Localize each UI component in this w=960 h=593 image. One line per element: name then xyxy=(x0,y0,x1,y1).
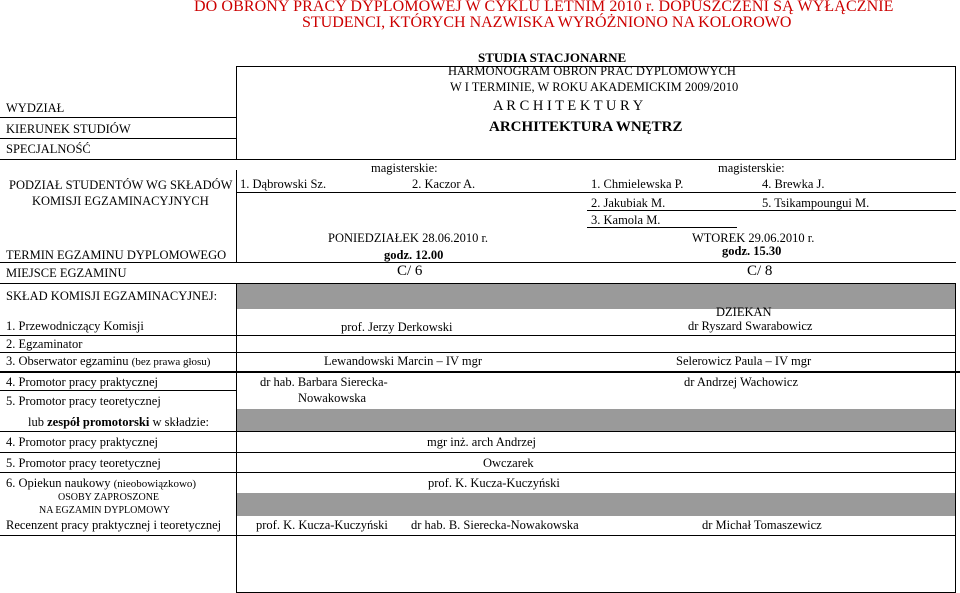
team-line-1: mgr inż. arch Andrzej xyxy=(427,435,536,449)
header-left-border xyxy=(236,66,237,160)
label-przewodniczacy: 1. Przewodniczący Komisji xyxy=(6,319,144,333)
label-obserwator xyxy=(6,354,210,369)
header-wydzial-value: A R C H I T E K T U R Y xyxy=(493,98,644,114)
left-student-2: 2. Kaczor A. xyxy=(412,177,476,191)
rule xyxy=(236,192,956,193)
rule xyxy=(236,170,237,262)
rule xyxy=(0,371,960,373)
label-lub-text: lub xyxy=(28,415,44,429)
left-promotor-1: dr hab. Barbara Sierecka- xyxy=(260,375,388,389)
label-obserwator-note: (bez prawa głosu) xyxy=(131,356,211,368)
label-wydzial: WYDZIAŁ xyxy=(6,101,65,115)
label-w-skladzie: w składzie: xyxy=(152,415,210,429)
rule xyxy=(0,352,956,353)
label-kierunek: KIERUNEK STUDIÓW xyxy=(6,122,131,136)
gray-band xyxy=(236,284,956,309)
left-group-title: magisterskie: xyxy=(371,161,438,175)
right-chair: dr Ryszard Swarabowicz xyxy=(688,319,813,333)
label-promotor-prakt: 4. Promotor pracy praktycznej xyxy=(6,375,159,389)
rule xyxy=(0,117,236,118)
label-promotor-teor: 5. Promotor pracy teoretycznej xyxy=(6,394,161,408)
left-room: C/ 6 xyxy=(397,263,423,279)
left-opiekun: prof. K. Kucza-Kuczyński xyxy=(428,476,560,490)
label-osoby-1: OSOBY ZAPROSZONE xyxy=(58,492,160,503)
left-observer: Lewandowski Marcin – IV mgr xyxy=(324,354,483,368)
right-observer: Selerowicz Paula – IV mgr xyxy=(676,354,812,368)
label-egzaminator: 2. Egzaminator xyxy=(6,337,83,351)
label-podzial-2: KOMISJI EGZAMINACYJNYCH xyxy=(32,194,209,208)
label-lub xyxy=(28,415,209,430)
right-student-5: 5. Tsikampoungui M. xyxy=(762,196,870,210)
right-group-title: magisterskie: xyxy=(718,161,785,175)
right-chair-title: DZIEKAN xyxy=(716,305,772,319)
gray-band xyxy=(236,493,956,516)
right-student-3: 3. Kamola M. xyxy=(591,213,661,227)
rule xyxy=(0,159,236,160)
label-opiekun-note: (nieobowiązkowo) xyxy=(113,478,197,490)
rule xyxy=(236,284,237,593)
label-promotor-teor-2: 5. Promotor pracy teoretycznej xyxy=(6,456,161,470)
rule xyxy=(0,431,956,432)
label-recenzent: Recenzent pracy praktycznej i teoretycznej xyxy=(6,518,222,532)
rule xyxy=(955,284,956,593)
left-promotor-2: Nowakowska xyxy=(298,391,367,405)
label-opiekun-text: 6. Opiekun naukowy xyxy=(6,476,111,490)
header-kierunek-value: ARCHITEKTURA WNĘTRZ xyxy=(489,119,683,135)
header-studia: STUDIA STACJONARNE xyxy=(478,50,627,65)
rule xyxy=(0,452,956,453)
label-zespol: zespół promotorski xyxy=(47,415,150,429)
left-time: godz. 12.00 xyxy=(384,248,444,262)
header-right-border xyxy=(955,66,956,160)
rule xyxy=(0,335,956,336)
label-specjalnosc: SPECJALNOŚĆ xyxy=(6,142,91,156)
header-bottom-border xyxy=(236,159,956,160)
rule xyxy=(587,227,737,228)
rule xyxy=(587,210,956,211)
left-chair: prof. Jerzy Derkowski xyxy=(341,320,453,334)
label-promotor-prakt-2: 4. Promotor pracy praktycznej xyxy=(6,435,159,449)
left-rec-2: dr hab. B. Sierecka-Nowakowska xyxy=(411,518,579,532)
right-student-2: 2. Jakubiak M. xyxy=(591,196,666,210)
left-student-1: 1. Dąbrowski Sz. xyxy=(240,177,327,191)
label-miejsce: MIEJSCE EGZAMINU xyxy=(6,266,127,280)
header-termin: W I TERMINIE, W ROKU AKADEMICKIM 2009/2010 xyxy=(450,80,739,94)
right-student-1: 1. Chmielewska P. xyxy=(591,177,684,191)
header-harmonogram: HARMONOGRAM OBRON PRAC DYPLOMOWYCH xyxy=(448,64,736,78)
label-osoby-2: NA EGZAMIN DYPLOMOWY xyxy=(39,505,171,516)
label-termin-egzaminu: TERMIN EGZAMINU DYPLOMOWEGO xyxy=(6,248,227,262)
label-podzial-1: PODZIAŁ STUDENTÓW WG SKŁADÓW xyxy=(9,178,233,192)
banner-line-1: DO OBRONY PRACY DYPLOMOWEJ W CYKLU LETNIM 2010 r. DOPUSZCZENI SĄ WYŁĄCZNIE xyxy=(194,0,894,15)
right-student-4: 4. Brewka J. xyxy=(762,177,825,191)
label-obserwator-text: 3. Obserwator egzaminu xyxy=(6,354,129,368)
team-line-2: Owczarek xyxy=(483,456,534,470)
rule xyxy=(0,472,956,473)
rule xyxy=(0,138,236,139)
rule xyxy=(0,390,236,391)
banner-line-2: STUDENCI, KTÓRYCH NAZWISKA WYRÓŻNIONO NA KOLOROWO xyxy=(302,14,792,31)
label-sklad: SKŁAD KOMISJI EGZAMINACYJNEJ: xyxy=(6,289,218,303)
left-rec-1: prof. K. Kucza-Kuczyński xyxy=(256,518,388,532)
right-promotor: dr Andrzej Wachowicz xyxy=(684,375,798,389)
gray-band xyxy=(236,409,956,431)
right-time: godz. 15.30 xyxy=(722,244,782,258)
rule xyxy=(0,262,956,263)
rule xyxy=(0,535,956,536)
right-rec: dr Michał Tomaszewicz xyxy=(702,518,822,532)
label-opiekun xyxy=(6,476,196,491)
right-day: WTOREK 29.06.2010 r. xyxy=(692,231,815,245)
left-day: PONIEDZIAŁEK 28.06.2010 r. xyxy=(328,231,489,245)
right-room: C/ 8 xyxy=(747,263,773,279)
